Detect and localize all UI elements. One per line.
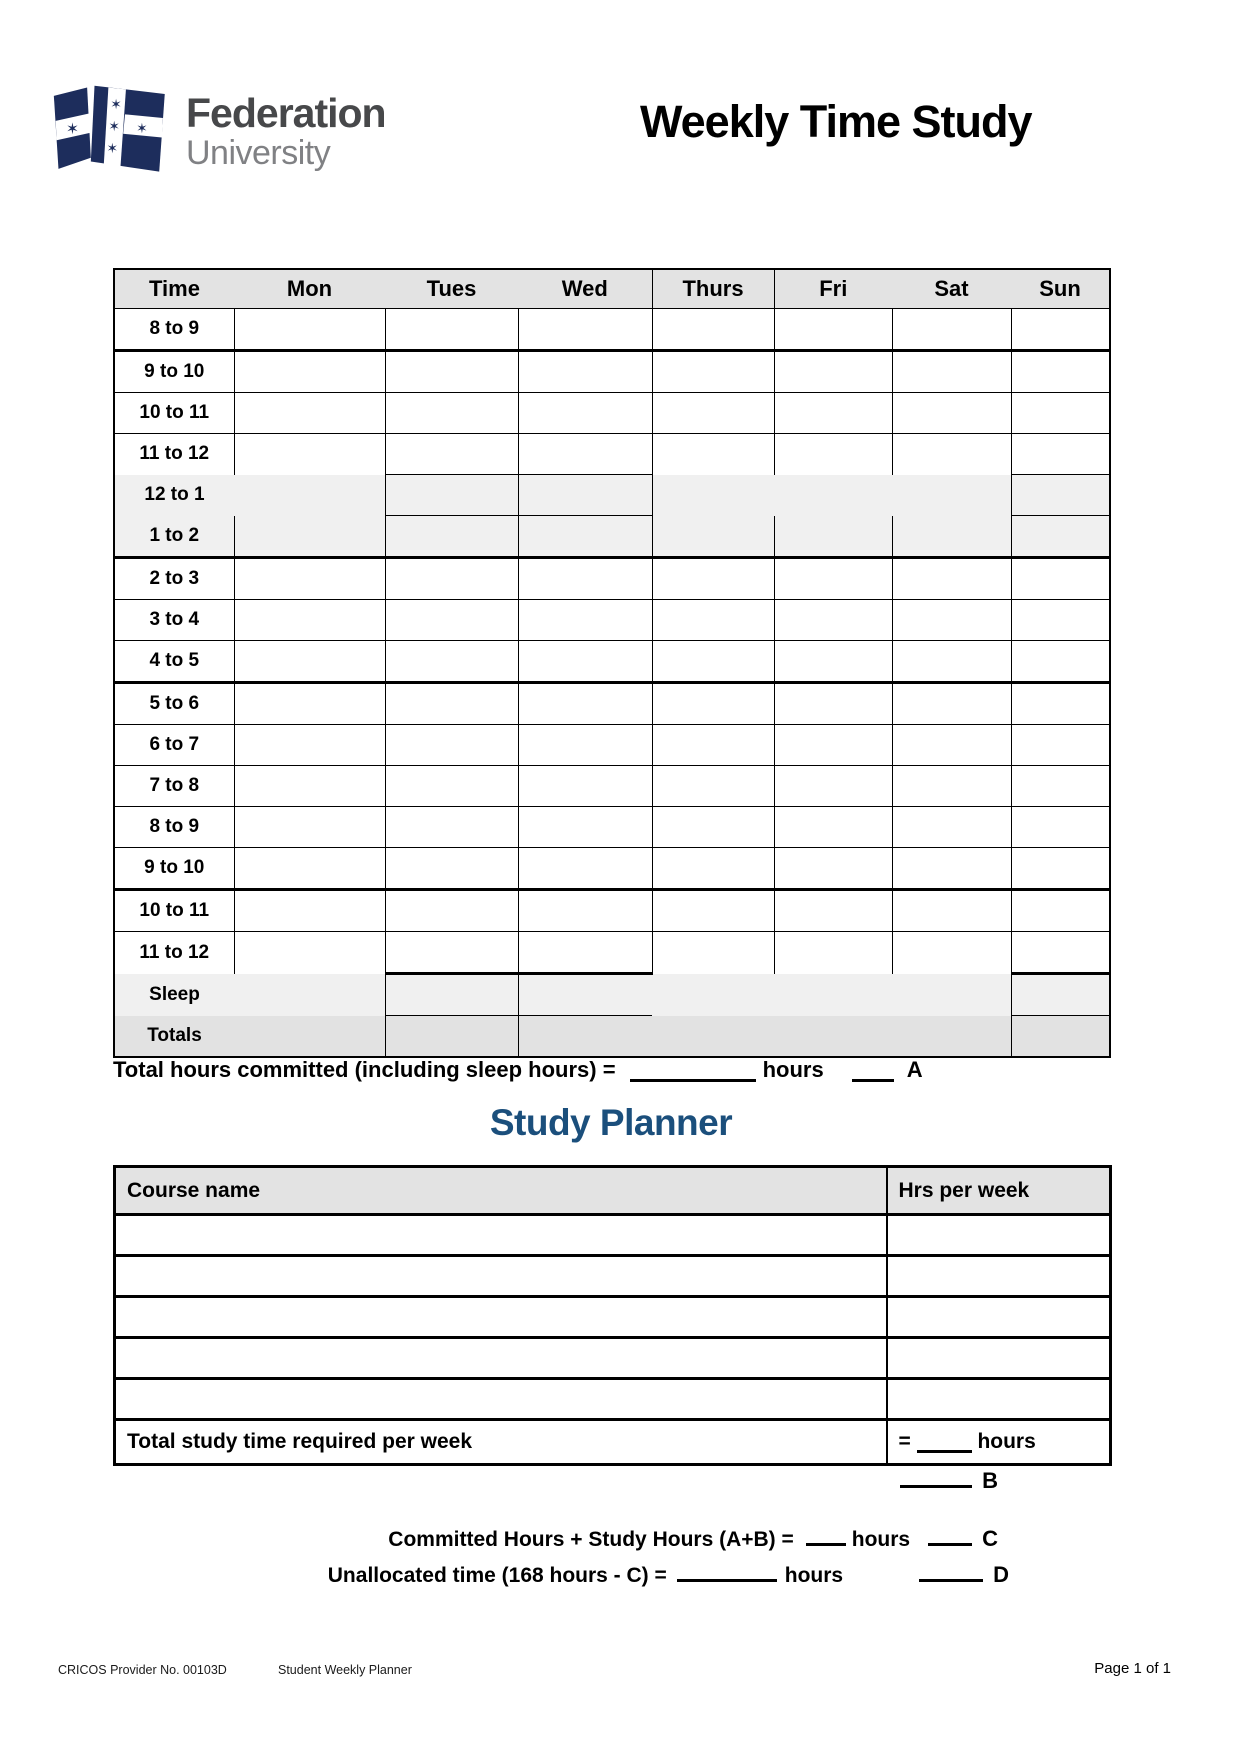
time-cell[interactable]	[774, 516, 892, 558]
time-cell[interactable]	[892, 641, 1011, 683]
time-cell[interactable]	[892, 434, 1011, 475]
time-cell[interactable]	[652, 600, 774, 641]
time-table-header-row	[114, 269, 1110, 309]
course-name-cell[interactable]	[115, 1379, 887, 1420]
time-cell[interactable]	[234, 475, 385, 516]
time-cell[interactable]	[518, 516, 652, 558]
time-row	[114, 848, 1110, 890]
time-cell[interactable]	[892, 309, 1011, 351]
course-name-cell[interactable]	[115, 1338, 887, 1379]
time-cell[interactable]	[892, 807, 1011, 848]
time-cell[interactable]	[774, 807, 892, 848]
time-cell[interactable]	[385, 848, 518, 890]
time-cell[interactable]	[518, 932, 652, 974]
time-cell[interactable]	[385, 974, 518, 1016]
time-cell[interactable]	[1011, 974, 1110, 1016]
time-cell[interactable]	[652, 516, 774, 558]
ref-d-blank[interactable]	[919, 1563, 983, 1582]
svg-text:✶: ✶	[110, 96, 122, 113]
time-cell[interactable]	[892, 393, 1011, 434]
time-cell[interactable]	[234, 434, 385, 475]
time-row	[114, 309, 1110, 351]
time-row-label: 11 to 12	[139, 443, 210, 465]
time-row	[114, 393, 1110, 434]
time-cell[interactable]	[1011, 1016, 1110, 1058]
time-cell[interactable]	[234, 641, 385, 683]
logo-wordmark-line1: Federation	[186, 89, 386, 136]
time-cell[interactable]	[774, 890, 892, 932]
ref-a-label: A	[906, 1057, 923, 1082]
logo-wordmark-line2: University	[186, 133, 331, 172]
svg-text:✶: ✶	[65, 118, 80, 138]
time-cell[interactable]	[518, 351, 652, 393]
time-cell[interactable]	[652, 351, 774, 393]
hrs-per-week-cell[interactable]	[887, 1338, 1111, 1379]
planner-total-blank[interactable]	[917, 1434, 972, 1453]
time-cell[interactable]	[892, 766, 1011, 807]
col-header-time: Time	[114, 269, 234, 309]
total-hours-committed-line	[113, 1057, 1109, 1083]
cricos-provider-text: CRICOS Provider No. 00103D	[58, 1663, 227, 1677]
hours-label: hours	[762, 1057, 824, 1082]
time-row-label: 3 to 4	[114, 600, 234, 641]
ref-a-blank[interactable]	[852, 1063, 894, 1082]
time-cell[interactable]	[892, 932, 1011, 974]
ref-b-line	[113, 1468, 1109, 1494]
time-row	[114, 766, 1110, 807]
time-cell[interactable]	[1011, 766, 1110, 807]
col-header-mon: Mon	[234, 269, 385, 309]
time-cell[interactable]	[385, 393, 518, 434]
planner-row	[115, 1256, 1111, 1297]
time-cell[interactable]	[652, 641, 774, 683]
time-cell[interactable]	[385, 766, 518, 807]
time-cell[interactable]	[652, 1016, 774, 1058]
d-hours-label: hours	[784, 1564, 844, 1587]
time-row	[114, 434, 1110, 475]
time-cell[interactable]	[892, 351, 1011, 393]
time-row-label: 7 to 8	[114, 766, 234, 807]
time-cell[interactable]	[234, 807, 385, 848]
time-cell[interactable]	[1011, 890, 1110, 932]
ref-d-label: D	[993, 1562, 1009, 1587]
svg-text:✶: ✶	[108, 119, 121, 135]
ref-c-label: C	[982, 1526, 998, 1551]
time-cell[interactable]	[892, 974, 1011, 1016]
time-cell[interactable]	[385, 434, 518, 475]
time-row-label: 9 to 10	[114, 351, 234, 393]
time-cell[interactable]	[234, 766, 385, 807]
time-cell[interactable]	[1011, 393, 1110, 434]
time-row	[114, 475, 1110, 516]
time-cell[interactable]	[518, 974, 652, 1016]
time-cell[interactable]	[774, 848, 892, 890]
time-cell[interactable]	[234, 683, 385, 725]
time-cell[interactable]	[1011, 848, 1110, 890]
col-header-wed: Wed	[518, 269, 652, 309]
planner-row	[115, 1215, 1111, 1256]
time-row-label: 10 to 11	[114, 393, 234, 434]
time-cell[interactable]	[652, 807, 774, 848]
time-cell[interactable]	[1011, 558, 1110, 600]
document-name-text: Student Weekly Planner	[278, 1663, 412, 1677]
equals-sign: =	[898, 1430, 911, 1453]
time-cell[interactable]	[652, 558, 774, 600]
unallocated-time-label: Unallocated time (168 hours - C) =	[327, 1564, 667, 1587]
time-cell[interactable]	[385, 309, 518, 351]
time-cell[interactable]	[774, 766, 892, 807]
time-cell[interactable]	[1011, 807, 1110, 848]
time-cell[interactable]	[385, 516, 518, 558]
time-cell[interactable]	[774, 683, 892, 725]
time-cell[interactable]	[774, 725, 892, 766]
svg-text:✶: ✶	[136, 120, 148, 137]
time-row-label: 10 to 11	[114, 890, 234, 932]
time-cell[interactable]	[652, 683, 774, 725]
course-name-header: Course name	[115, 1167, 887, 1215]
time-row	[114, 516, 1110, 558]
time-cell[interactable]	[518, 725, 652, 766]
c-hours-label: hours	[851, 1528, 911, 1551]
time-cell[interactable]	[385, 807, 518, 848]
time-cell[interactable]	[1011, 309, 1110, 351]
time-cell[interactable]	[774, 974, 892, 1016]
time-row	[114, 683, 1110, 725]
time-cell[interactable]	[652, 475, 774, 516]
time-cell[interactable]	[385, 890, 518, 932]
time-cell[interactable]	[518, 890, 652, 932]
time-row-label: 9 to 10	[114, 848, 234, 890]
col-header-sun: Sun	[1011, 269, 1110, 309]
time-cell[interactable]	[652, 309, 774, 351]
time-cell[interactable]	[1011, 932, 1110, 974]
time-cell[interactable]	[1011, 351, 1110, 393]
time-cell[interactable]	[774, 393, 892, 434]
time-row	[114, 558, 1110, 600]
time-cell[interactable]	[234, 1016, 385, 1058]
time-cell[interactable]	[892, 558, 1011, 600]
time-row-label: 1 to 2	[114, 516, 234, 558]
study-planner-table	[113, 1165, 1112, 1466]
planner-total-row	[115, 1420, 1111, 1465]
svg-text:✶: ✶	[106, 141, 119, 158]
hrs-per-week-cell[interactable]	[887, 1379, 1111, 1420]
time-row-label: 4 to 5	[114, 641, 234, 683]
time-row-label: 6 to 7	[114, 725, 234, 766]
time-cell[interactable]	[652, 932, 774, 974]
eureka-flag-icon	[52, 82, 174, 180]
time-cell[interactable]	[1011, 725, 1110, 766]
time-cell[interactable]	[652, 766, 774, 807]
time-row	[114, 725, 1110, 766]
time-cell[interactable]	[518, 475, 652, 516]
time-row	[114, 1016, 1110, 1058]
time-cell[interactable]	[892, 600, 1011, 641]
time-cell[interactable]	[385, 600, 518, 641]
time-cell[interactable]	[234, 558, 385, 600]
planner-total-label: Total study time required per week	[127, 1430, 473, 1453]
weekly-time-table	[113, 268, 1111, 1058]
time-cell[interactable]	[518, 848, 652, 890]
time-row-label: Sleep	[114, 974, 234, 1016]
time-cell[interactable]	[385, 558, 518, 600]
time-row-label: 12 to 1	[114, 475, 234, 516]
time-cell[interactable]	[652, 848, 774, 890]
time-cell[interactable]	[518, 434, 652, 475]
ref-c-blank[interactable]	[928, 1527, 972, 1546]
study-planner-heading: Study Planner	[489, 1102, 733, 1143]
time-cell[interactable]	[774, 932, 892, 974]
hrs-per-week-cell[interactable]	[887, 1215, 1111, 1256]
time-cell[interactable]	[518, 393, 652, 434]
time-cell[interactable]	[518, 683, 652, 725]
total-hours-committed-label: Total hours committed (including sleep hours) =	[113, 1057, 616, 1082]
planner-total-value-cell	[887, 1420, 1111, 1465]
unallocated-time-line	[113, 1562, 1109, 1588]
d-hours-blank[interactable]	[677, 1563, 777, 1582]
planner-row	[115, 1338, 1111, 1379]
time-cell[interactable]	[774, 351, 892, 393]
logo-wordmark	[186, 89, 386, 172]
time-cell[interactable]	[652, 393, 774, 434]
federation-university-logo	[52, 82, 386, 180]
course-name-cell[interactable]	[115, 1215, 887, 1256]
time-cell[interactable]	[1011, 516, 1110, 558]
time-row	[114, 600, 1110, 641]
time-cell[interactable]	[652, 890, 774, 932]
time-cell[interactable]	[652, 974, 774, 1016]
time-cell[interactable]	[518, 766, 652, 807]
page-footer	[0, 1660, 1240, 1680]
planner-row	[115, 1379, 1111, 1420]
time-cell[interactable]	[234, 725, 385, 766]
time-row-label: 5 to 6	[114, 683, 234, 725]
planner-row	[115, 1297, 1111, 1338]
time-row	[114, 932, 1110, 974]
planner-total-hours-label: hours	[977, 1430, 1036, 1453]
time-cell[interactable]	[385, 641, 518, 683]
time-cell[interactable]	[1011, 600, 1110, 641]
hrs-per-week-cell[interactable]	[887, 1256, 1111, 1297]
time-cell[interactable]	[1011, 434, 1110, 475]
time-cell[interactable]	[774, 558, 892, 600]
time-cell[interactable]	[518, 309, 652, 351]
time-cell[interactable]	[774, 1016, 892, 1058]
time-cell[interactable]	[652, 725, 774, 766]
time-row-label: Totals	[114, 1016, 234, 1058]
time-cell[interactable]	[234, 932, 385, 974]
time-cell[interactable]	[892, 475, 1011, 516]
course-name-cell[interactable]	[115, 1297, 887, 1338]
planner-header-row	[115, 1167, 1111, 1215]
time-cell[interactable]	[774, 475, 892, 516]
time-cell[interactable]	[234, 516, 385, 558]
hrs-per-week-cell[interactable]	[887, 1297, 1111, 1338]
c-hours-blank[interactable]	[806, 1527, 846, 1546]
time-cell[interactable]	[385, 351, 518, 393]
time-cell[interactable]	[892, 516, 1011, 558]
time-cell[interactable]	[892, 725, 1011, 766]
time-cell[interactable]	[774, 600, 892, 641]
time-row-label: 11 to 12	[139, 941, 210, 963]
time-cell[interactable]	[518, 807, 652, 848]
time-cell[interactable]	[385, 475, 518, 516]
time-cell[interactable]	[518, 600, 652, 641]
committed-plus-study-line	[113, 1526, 1109, 1552]
ref-b-label: B	[982, 1468, 998, 1493]
time-cell[interactable]	[518, 1016, 652, 1058]
time-cell[interactable]	[234, 890, 385, 932]
time-row	[114, 351, 1110, 393]
time-cell[interactable]	[518, 558, 652, 600]
time-cell[interactable]	[234, 600, 385, 641]
time-cell[interactable]	[892, 848, 1011, 890]
time-cell[interactable]	[234, 974, 385, 1016]
time-cell[interactable]	[1011, 641, 1110, 683]
time-cell[interactable]	[385, 932, 518, 974]
time-row-label: 8 to 9	[114, 807, 234, 848]
time-cell[interactable]	[234, 351, 385, 393]
time-cell[interactable]	[518, 641, 652, 683]
time-row-label: 8 to 9	[114, 309, 234, 351]
course-name-cell[interactable]	[115, 1256, 887, 1297]
time-cell[interactable]	[892, 890, 1011, 932]
ref-b-blank[interactable]	[900, 1469, 972, 1488]
time-row	[114, 641, 1110, 683]
hrs-per-week-header: Hrs per week	[887, 1167, 1111, 1215]
time-cell[interactable]	[234, 848, 385, 890]
time-cell[interactable]	[234, 309, 385, 351]
col-header-tues: Tues	[385, 269, 518, 309]
time-cell[interactable]	[1011, 683, 1110, 725]
time-cell[interactable]	[774, 434, 892, 475]
time-cell[interactable]	[385, 683, 518, 725]
time-cell[interactable]	[774, 641, 892, 683]
col-header-sat: Sat	[892, 269, 1011, 309]
page-title: Weekly Time Study	[640, 96, 1032, 147]
time-cell[interactable]	[385, 1016, 518, 1058]
total-hours-blank[interactable]	[630, 1063, 756, 1082]
time-row	[114, 974, 1110, 1016]
time-cell[interactable]	[892, 1016, 1011, 1058]
time-cell[interactable]	[774, 309, 892, 351]
time-cell[interactable]	[652, 434, 774, 475]
time-row	[114, 807, 1110, 848]
committed-plus-study-label: Committed Hours + Study Hours (A+B) =	[388, 1528, 794, 1551]
col-header-thurs: Thurs	[652, 269, 774, 309]
time-row	[114, 890, 1110, 932]
page-number-text: Page 1 of 1	[1094, 1660, 1171, 1677]
time-cell[interactable]	[234, 393, 385, 434]
col-header-fri: Fri	[774, 269, 892, 309]
time-cell[interactable]	[385, 725, 518, 766]
time-row-label: 2 to 3	[114, 558, 234, 600]
time-cell[interactable]	[1011, 475, 1110, 516]
time-cell[interactable]	[892, 683, 1011, 725]
